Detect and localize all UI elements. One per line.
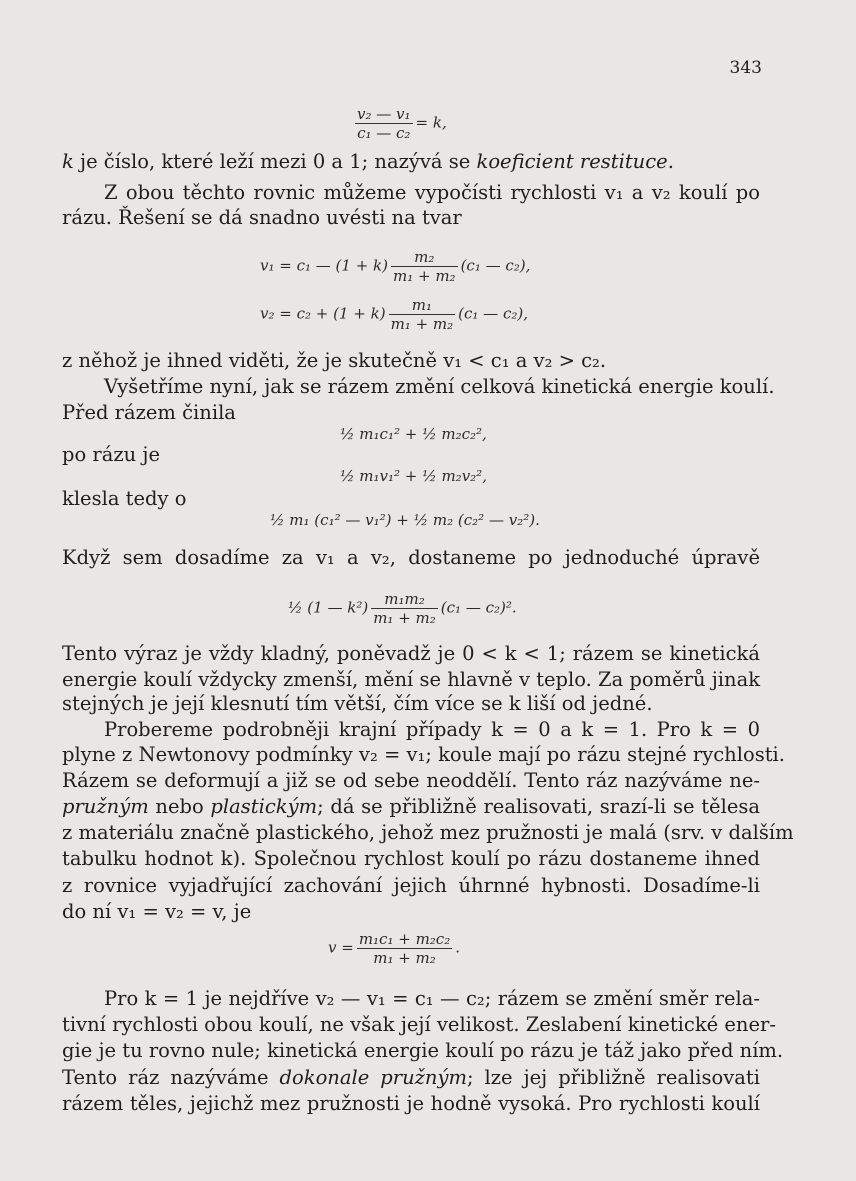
equation-v2: v₂ = c₂ + (1 + k) $\frac{\text{m₁}}{\text{m₁ + m₂}}$ (c₁ — c₂), [260,296,528,333]
equation-restitution: $\frac{\text{v₂ — v₁}}{\text{c₁ — c₂}}$ = k, [357,105,447,142]
equation-ke-before: ½ m₁c₁² + ½ m₂c₂², [340,425,487,443]
text-line: Tento ráz nazýváme dokonale pružným; lze jej přibližně realisovati [62,1066,760,1089]
text-line: tabulku hodnot k). Společnou rychlost koulí po rázu dostaneme ihned [62,847,760,870]
text-line: plyne z Newtonovy podmínky v₂ = v₁; koule mají po rázu stejné rychlosti. [62,743,785,766]
text-line: Probereme podrobněji krajní případy k = 0 a k = 1. Pro k = 0 [104,718,760,741]
text-line: pružným nebo plastickým; dá se přibližně realisovati, srazí-li se tělesa [62,795,761,818]
equation-ke-after: ½ m₁v₁² + ½ m₂v₂², [340,467,487,485]
equation-loss-simplified: ½ (1 — k²) $\frac{\text{m₁m₂}}{\text{m₁ + m₂}}$ (c₁ — c₂)². [288,590,517,627]
text-line: z něhož je ihned viděti, že je skutečně v₁ < c₁ a v₂ > c₂. [62,349,607,372]
equation-v1: v₁ = c₁ — (1 + k) $\frac{\text{m₂}}{\text{m₁ + m₂}}$ (c₁ — c₂), [260,248,531,285]
text-line: Před rázem činila [62,401,236,424]
text-line: Vyšetříme nyní, jak se rázem změní celková kinetická energie koulí. [104,375,775,398]
text-line: energie koulí vždycky zmenší, mění se hlavně v teplo. Za poměrů jinak [62,668,761,691]
text-line: k je číslo, které leží mezi 0 a 1; nazývá se koeficient restituce. [62,150,674,173]
text-line: tivní rychlosti obou koulí, ne však její velikost. Zeslabení kinetické ener- [62,1013,776,1036]
text-line: do ní v₁ = v₂ = v, je [62,900,252,923]
text-line: Tento výraz je vždy kladný, poněvadž je 0 < k < 1; rázem se kinetická [62,642,760,665]
text-line: rázem těles, jejichž mez pružnosti je hodně vysoká. Pro rychlosti koulí [62,1092,760,1115]
text-line: Když sem dosadíme za v₁ a v₂, dostaneme po jednoduché úpravě [62,546,760,569]
text-line: stejných je její klesnutí tím větší, čím více se k liší od jedné. [62,692,653,715]
text-line: po rázu je [62,443,160,466]
equation-ke-loss: ½ m₁ (c₁² — v₁²) + ½ m₂ (c₂² — v₂²). [270,511,540,529]
text-line: klesla tedy o [62,487,187,510]
page-number: 343 [729,58,762,78]
text-line: z rovnice vyjadřující zachování jejich úhrnné hybnosti. Dosadíme-li [62,874,760,897]
text-line: rázu. Řešení se dá snadno uvésti na tvar [62,206,462,229]
equation-common-velocity: v = $\frac{\text{m₁c₁ + m₂c₂}}{\text{m₁ + m₂}}$ . [328,930,460,967]
text-line: gie je tu rovno nule; kinetická energie koulí po rázu je táž jako před ním. [62,1039,784,1062]
text-line: Pro k = 1 je nejdříve v₂ — v₁ = c₁ — c₂; rázem se změní směr rela- [104,987,760,1010]
text-line: Z obou těchto rovnic můžeme vypočísti rychlosti v₁ a v₂ koulí po [104,181,760,204]
text-line: z materiálu značně plastického, jehož mez pružnosti je malá (srv. v dalším [62,821,794,844]
text-line: Rázem se deformují a již se od sebe neoddělí. Tento ráz nazýváme ne- [62,769,760,792]
